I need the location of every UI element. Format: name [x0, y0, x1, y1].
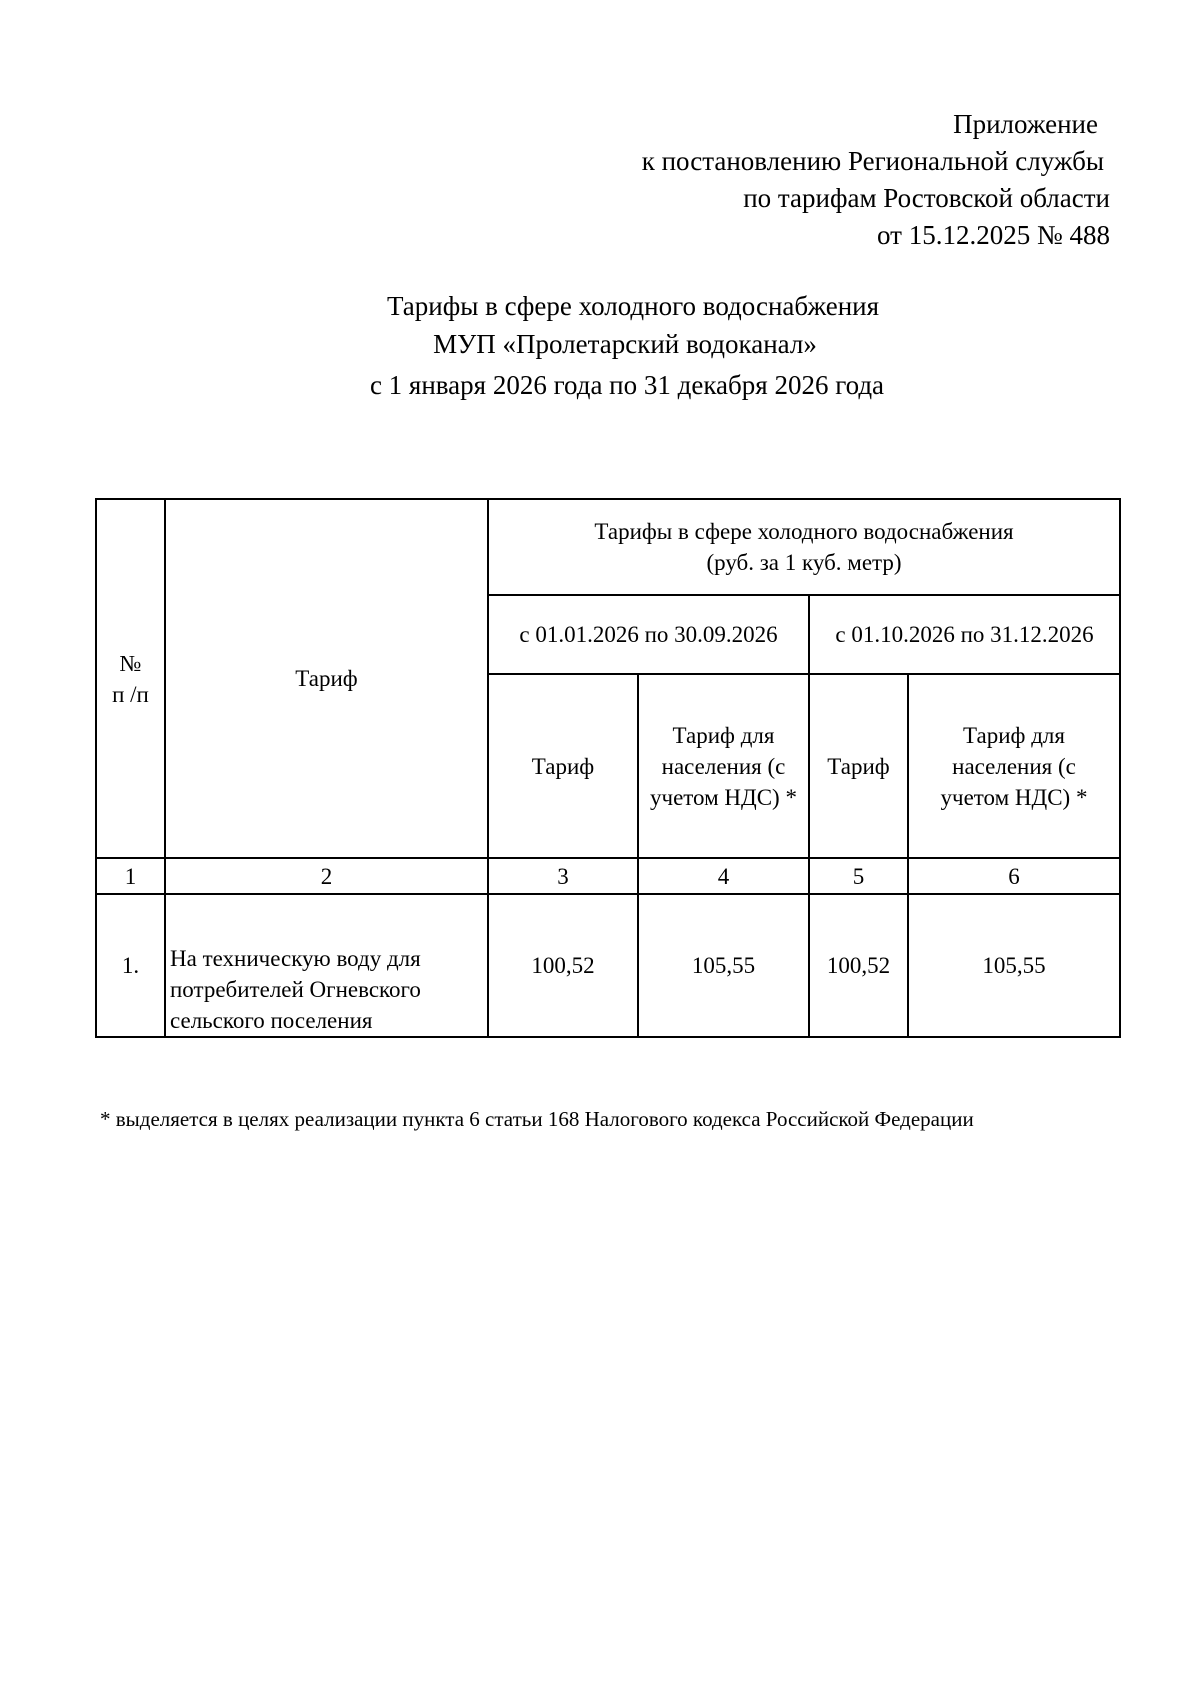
tariff-table	[95, 498, 1121, 1038]
header-p1-population	[638, 674, 809, 858]
header-p1-tariff: Тариф	[488, 674, 638, 858]
row-description-line-2: потребителей Огневского	[170, 977, 421, 1002]
row-description-line-3: сельского поселения	[170, 1008, 373, 1033]
title-line-2: МУП «Пролетарский водоканал»	[433, 329, 817, 359]
header-group-cell	[488, 499, 1120, 595]
column-number: 2	[165, 858, 488, 894]
row-p2-population: 105,55	[908, 894, 1120, 1037]
appendix-line-3: по тарифам Ростовской области	[743, 183, 1110, 213]
document-title	[0, 287, 1200, 404]
column-number: 6	[908, 858, 1120, 894]
column-number: 1	[96, 858, 165, 894]
column-number-row	[96, 858, 1120, 894]
appendix-line-4: от 15.12.2025 № 488	[877, 220, 1110, 250]
appendix-block	[642, 106, 1110, 254]
row-number: 1.	[96, 894, 165, 1037]
row-p1-population: 105,55	[638, 894, 809, 1037]
header-pop-line-2: населения (с	[952, 753, 1076, 779]
header-num-cell	[96, 499, 165, 858]
row-p2-tariff: 100,52	[809, 894, 908, 1037]
title-line-3: с 1 января 2026 года по 31 декабря 2026 года	[369, 370, 885, 400]
header-row-1	[96, 499, 1120, 595]
header-pop-line-2: населения (с	[661, 753, 786, 779]
header-group-unit: (руб. за 1 куб. метр)	[706, 550, 902, 575]
column-number: 3	[488, 858, 638, 894]
table-row	[96, 894, 1120, 1037]
footnote: * выделяется в целях реализации пункта 6 статьи 168 Налогового кодекса Российской Федерации	[100, 1107, 974, 1131]
header-pop-line-3: учетом НДС) *	[940, 784, 1088, 810]
row-description	[165, 894, 488, 1037]
row-p1-tariff: 100,52	[488, 894, 638, 1037]
header-tariff-cell: Тариф	[165, 499, 488, 858]
header-period-1: с 01.01.2026 по 30.09.2026	[488, 595, 809, 674]
column-number: 4	[638, 858, 809, 894]
row-description-line-1: На техническую воду для	[170, 946, 421, 971]
appendix-line-2: к постановлению Региональной службы	[641, 146, 1104, 176]
title-line-1: Тарифы в сфере холодного водоснабжения	[386, 291, 880, 321]
header-pop-line-1: Тариф для	[672, 722, 775, 748]
header-pop-line-1: Тариф для	[963, 722, 1065, 748]
header-pop-line-3: учетом НДС) *	[650, 784, 797, 810]
header-group-title: Тарифы в сфере холодного водоснабжения	[594, 519, 1014, 544]
header-p2-population	[908, 674, 1120, 858]
header-period-2: с 01.10.2026 по 31.12.2026	[809, 595, 1120, 674]
header-num-symbol: №	[119, 650, 142, 676]
header-num-abbr: п /п	[112, 681, 149, 707]
appendix-line-1: Приложение	[953, 109, 1098, 139]
header-p2-tariff: Тариф	[809, 674, 908, 858]
column-number: 5	[809, 858, 908, 894]
